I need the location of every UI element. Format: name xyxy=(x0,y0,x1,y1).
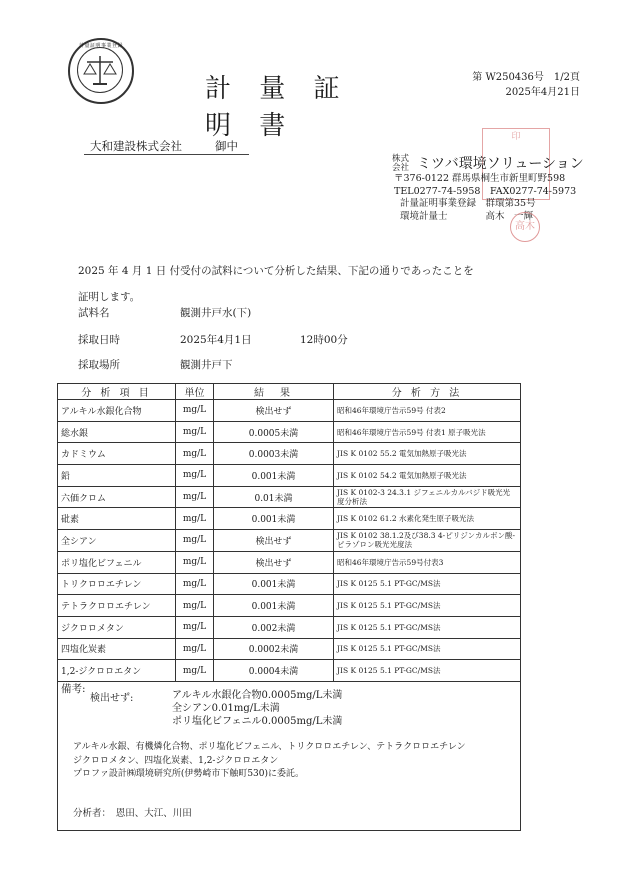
certification-statement xyxy=(78,258,538,310)
company-name: ミツバ環境ソリューション xyxy=(417,155,584,172)
header-result: 結 果 xyxy=(214,384,334,400)
item-name: カドミウム xyxy=(58,443,176,465)
method: JIS K 0125 5.1 PT-GC/MS法 xyxy=(334,595,521,617)
table-row xyxy=(58,551,521,573)
item-name: アルキル水銀化合物 xyxy=(58,400,176,422)
table-header-row xyxy=(58,384,521,400)
table-row xyxy=(58,508,521,530)
method: 昭和46年環境庁告示59号 付表2 xyxy=(334,400,521,422)
unit: mg/L xyxy=(176,551,214,573)
header-item: 分 析 項 目 xyxy=(58,384,176,400)
unit: mg/L xyxy=(176,660,214,682)
company-red-seal: 印 xyxy=(482,128,550,200)
table-row xyxy=(58,421,521,443)
item-name: ジクロロメタン xyxy=(58,616,176,638)
sampling-date-value: 2025年4月1日 xyxy=(180,334,252,346)
result: 0.001未満 xyxy=(214,508,334,530)
unit: mg/L xyxy=(176,595,214,617)
method: 昭和46年環境庁告示59号 付表1 原子吸光法 xyxy=(334,421,521,443)
not-detected-value: ポリ塩化ビフェニル0.0005mg/L未満 xyxy=(172,716,343,727)
registration-number: 計量証明事業登録 群環第35号 xyxy=(400,198,536,209)
method: 昭和46年環境庁告示59号付表3 xyxy=(334,551,521,573)
unit: mg/L xyxy=(176,421,214,443)
notes-line: ジクロロメタン、四塩化炭素、1,2-ジクロロエタン xyxy=(73,755,279,766)
unit: mg/L xyxy=(176,465,214,487)
unit: mg/L xyxy=(176,508,214,530)
method: JIS K 0102 38.1.2及び38.3 4-ピリジンカルボン酸-ピラゾロン吸光光度法 xyxy=(334,530,521,552)
notes-line: アルキル水銀、有機燐化合物、ポリ塩化ビフェニル、トリクロロエチレン、テトラクロロエチレン xyxy=(73,742,466,752)
unit: mg/L xyxy=(176,573,214,595)
item-name: 六価クロム xyxy=(58,486,176,508)
method: JIS K 0125 5.1 PT-GC/MS法 xyxy=(334,616,521,638)
table-row xyxy=(58,595,521,617)
method: JIS K 0125 5.1 PT-GC/MS法 xyxy=(334,638,521,660)
client-honorific: 御中 xyxy=(215,139,238,153)
company-address: 〒376-0122 群馬県桐生市新里町野598 xyxy=(394,173,566,184)
header-method: 分 析 方 法 xyxy=(334,384,521,400)
unit: mg/L xyxy=(176,400,214,422)
method: JIS K 0102 61.2 水素化発生原子吸光法 xyxy=(334,508,521,530)
result: 検出せず xyxy=(214,400,334,422)
result: 検出せず xyxy=(214,551,334,573)
sampling-time-value: 12時00分 xyxy=(300,334,348,346)
result: 0.002未満 xyxy=(214,616,334,638)
analysts: 分析者： 恩田、大江、川田 xyxy=(73,808,192,819)
table-row xyxy=(58,573,521,595)
company-prefix: 株式会社 xyxy=(392,154,410,173)
scales-icon xyxy=(77,47,123,93)
not-detected-label: 検出せず: xyxy=(90,693,134,704)
result: 検出せず xyxy=(214,530,334,552)
notes-box xyxy=(57,681,521,831)
item-name: トリクロロエチレン xyxy=(58,573,176,595)
not-detected-value: 全シアン0.01mg/L未満 xyxy=(172,703,280,714)
statement-line: 2025 年 4 月 1 日 付受付の試料について分析した結果、下記の通りであったことを xyxy=(78,265,474,277)
client-underline xyxy=(84,154,249,155)
method: JIS K 0102 55.2 電気加熱原子吸光法 xyxy=(334,443,521,465)
item-name: ポリ塩化ビフェニル xyxy=(58,551,176,573)
issuer-block xyxy=(392,155,597,223)
result: 0.0005未満 xyxy=(214,421,334,443)
table-row xyxy=(58,660,521,682)
notes-label: 備考: xyxy=(61,683,86,695)
statement-line: 証明します。 xyxy=(78,291,141,303)
result: 0.001未満 xyxy=(214,595,334,617)
sampling-datetime-label: 採取日時 xyxy=(78,334,120,346)
item-name: 四塩化炭素 xyxy=(58,638,176,660)
result: 0.001未満 xyxy=(214,465,334,487)
method: JIS K 0125 5.1 PT-GC/MS法 xyxy=(334,660,521,682)
item-name: 砒素 xyxy=(58,508,176,530)
seal-text: 計量証明事業登録 xyxy=(78,43,123,49)
result: 0.01未満 xyxy=(214,486,334,508)
sample-name-value: 観測井戸水(下) xyxy=(180,307,252,319)
certifier-name: 環境計量士 高木 一輝 xyxy=(400,210,534,222)
header-unit: 単位 xyxy=(176,384,214,400)
unit: mg/L xyxy=(176,616,214,638)
results-table xyxy=(57,383,521,682)
result: 0.0004未満 xyxy=(214,660,334,682)
certification-seal-logo xyxy=(68,38,134,104)
certifier-round-seal: 高木 xyxy=(510,212,540,242)
table-row xyxy=(58,486,521,508)
result: 0.0003未満 xyxy=(214,443,334,465)
method: JIS K 0102-3 24.3.1 ジフェニルカルバジド吸光光度分析法 xyxy=(334,486,521,508)
document-title: 計 量 証 明 書 xyxy=(205,74,350,141)
not-detected-values xyxy=(172,689,342,728)
document-number: 第 W250436号 1/2頁 xyxy=(472,72,580,83)
company-tel-fax: TEL0277-74-5958 FAX0277-74-5973 xyxy=(394,185,577,197)
table-row xyxy=(58,465,521,487)
sampling-location-value: 観測井戸下 xyxy=(180,359,233,371)
table-row xyxy=(58,638,521,660)
unit: mg/L xyxy=(176,530,214,552)
table-row xyxy=(58,443,521,465)
client-name: 大和建設株式会社 xyxy=(90,139,182,153)
item-name: 鉛 xyxy=(58,465,176,487)
result: 0.001未満 xyxy=(214,573,334,595)
method: JIS K 0125 5.1 PT-GC/MS法 xyxy=(334,573,521,595)
notes-paragraph xyxy=(73,741,466,782)
table-row xyxy=(58,400,521,422)
item-name: 全シアン xyxy=(58,530,176,552)
result: 0.0002未満 xyxy=(214,638,334,660)
item-name: テトラクロロエチレン xyxy=(58,595,176,617)
not-detected-value: アルキル水銀化合物0.0005mg/L未満 xyxy=(172,690,343,701)
unit: mg/L xyxy=(176,486,214,508)
table-row xyxy=(58,616,521,638)
method: JIS K 0102 54.2 電気加熱原子吸光法 xyxy=(334,465,521,487)
sampling-location-label: 採取場所 xyxy=(78,359,120,371)
unit: mg/L xyxy=(176,443,214,465)
item-name: 1,2-ジクロロエタン xyxy=(58,660,176,682)
issue-date: 2025年4月21日 xyxy=(505,87,580,98)
item-name: 総水銀 xyxy=(58,421,176,443)
document-number-block xyxy=(455,70,580,100)
notes-line: プロファ設計㈱環境研究所(伊勢崎市下触町530)に委託。 xyxy=(73,769,305,779)
unit: mg/L xyxy=(176,638,214,660)
sample-name-label: 試料名 xyxy=(78,307,110,319)
table-row xyxy=(58,530,521,552)
